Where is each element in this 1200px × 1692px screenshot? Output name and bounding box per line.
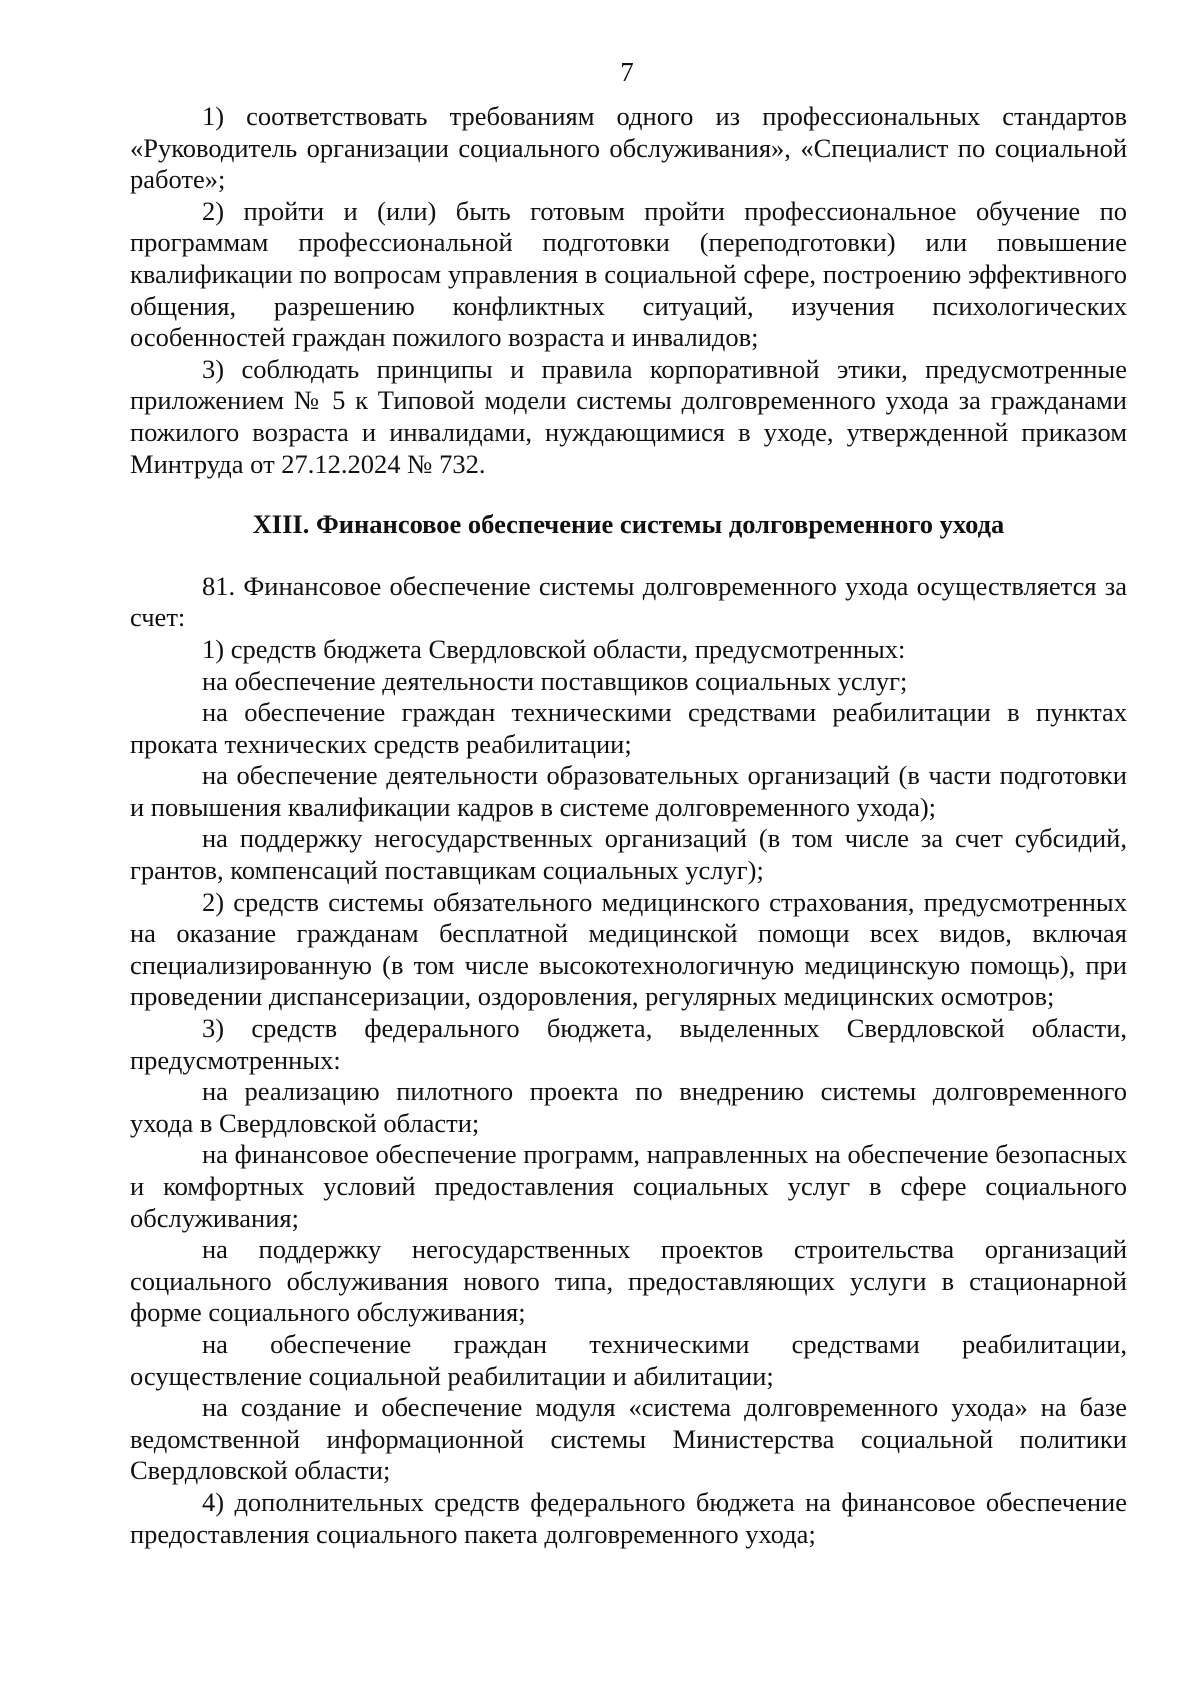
paragraph: на обеспечение деятельности поставщиков социальных услуг; xyxy=(202,665,908,696)
paragraph: на поддержку негосударственных проектов строительства организаций социального обслуживания нового типа, предоставляющих услуги в стационарной форме социального обслуживания; xyxy=(130,1234,1127,1328)
paragraph: на поддержку негосударственных организаций (в том числе за счет субсидий, грантов, компенсаций поставщикам социальных услуг); xyxy=(130,823,1127,886)
paragraph: 1) средств бюджета Свердловской области, предусмотренных: xyxy=(202,633,906,664)
paragraph: на обеспечение граждан техническими средствами реабилитации, осуществление социальной реабилитации и абилитации; xyxy=(130,1328,1127,1391)
paragraph: 3) соблюдать принципы и правила корпоративной этики, предусмотренные приложением № 5 к Типовой модели системы долговременного ухода за гражданами пожилого возраста и инвалидами, нуждающимися в уходе, утвержденной приказом Минтруда от 27.12.2024 № 732. xyxy=(130,353,1127,479)
paragraph: на обеспечение деятельности образовательных организаций (в части подготовки и повышения квалификации кадров в системе долговременного ухода); xyxy=(130,760,1127,822)
paragraph: 2) пройти и (или) быть готовым пройти профессиональное обучение по программам профессиональной подготовки (переподготовки) или повышение квалификации по вопросам управления в социальной сфере, построению эффективного общения, разрешению конфликтных ситуаций, изучения психологических особенностей граждан пожилого возраста и инвалидов; xyxy=(130,195,1127,353)
page-number: 7 xyxy=(620,57,634,87)
paragraph: 4) дополнительных средств федерального бюджета на финансовое обеспечение предоставления социального пакета долговременного ухода; xyxy=(130,1486,1127,1549)
paragraph: 3) средств федерального бюджета, выделенных Свердловской области, предусмотренных: xyxy=(130,1013,1127,1075)
paragraph: 2) средств системы обязательного медицинского страхования, предусмотренных на оказание гражданам бесплатной медицинской помощи всех видов, включая специализированную (в том числе высокотехнологичную медицинскую помощь), при проведении диспансеризации, оздоровления, регулярных медицинских осмотров; xyxy=(130,886,1127,1012)
paragraph: 81. Финансовое обеспечение системы долговременного ухода осуществляется за счет: xyxy=(130,570,1127,633)
document-body xyxy=(130,101,1127,1550)
paragraph: на финансовое обеспечение программ, направленных на обеспечение безопасных и комфортных условий предоставления социальных услуг в сфере социального обслуживания; xyxy=(130,1139,1127,1233)
paragraph: на создание и обеспечение модуля «система долговременного ухода» на базе ведомственной информационной системы Министерства социальной политики Свердловской области; xyxy=(130,1392,1127,1486)
paragraph: на реализацию пилотного проекта по внедрению системы долговременного ухода в Свердловской области; xyxy=(130,1076,1127,1138)
paragraph: 1) соответствовать требованиям одного из профессиональных стандартов «Руководитель организации социального обслуживания», «Специалист по социальной работе»; xyxy=(130,101,1127,195)
paragraph: на обеспечение граждан техническими средствами реабилитации в пунктах проката технических средств реабилитации; xyxy=(130,697,1127,759)
section-heading: XIII. Финансовое обеспечение системы долговременного ухода xyxy=(252,509,1005,540)
